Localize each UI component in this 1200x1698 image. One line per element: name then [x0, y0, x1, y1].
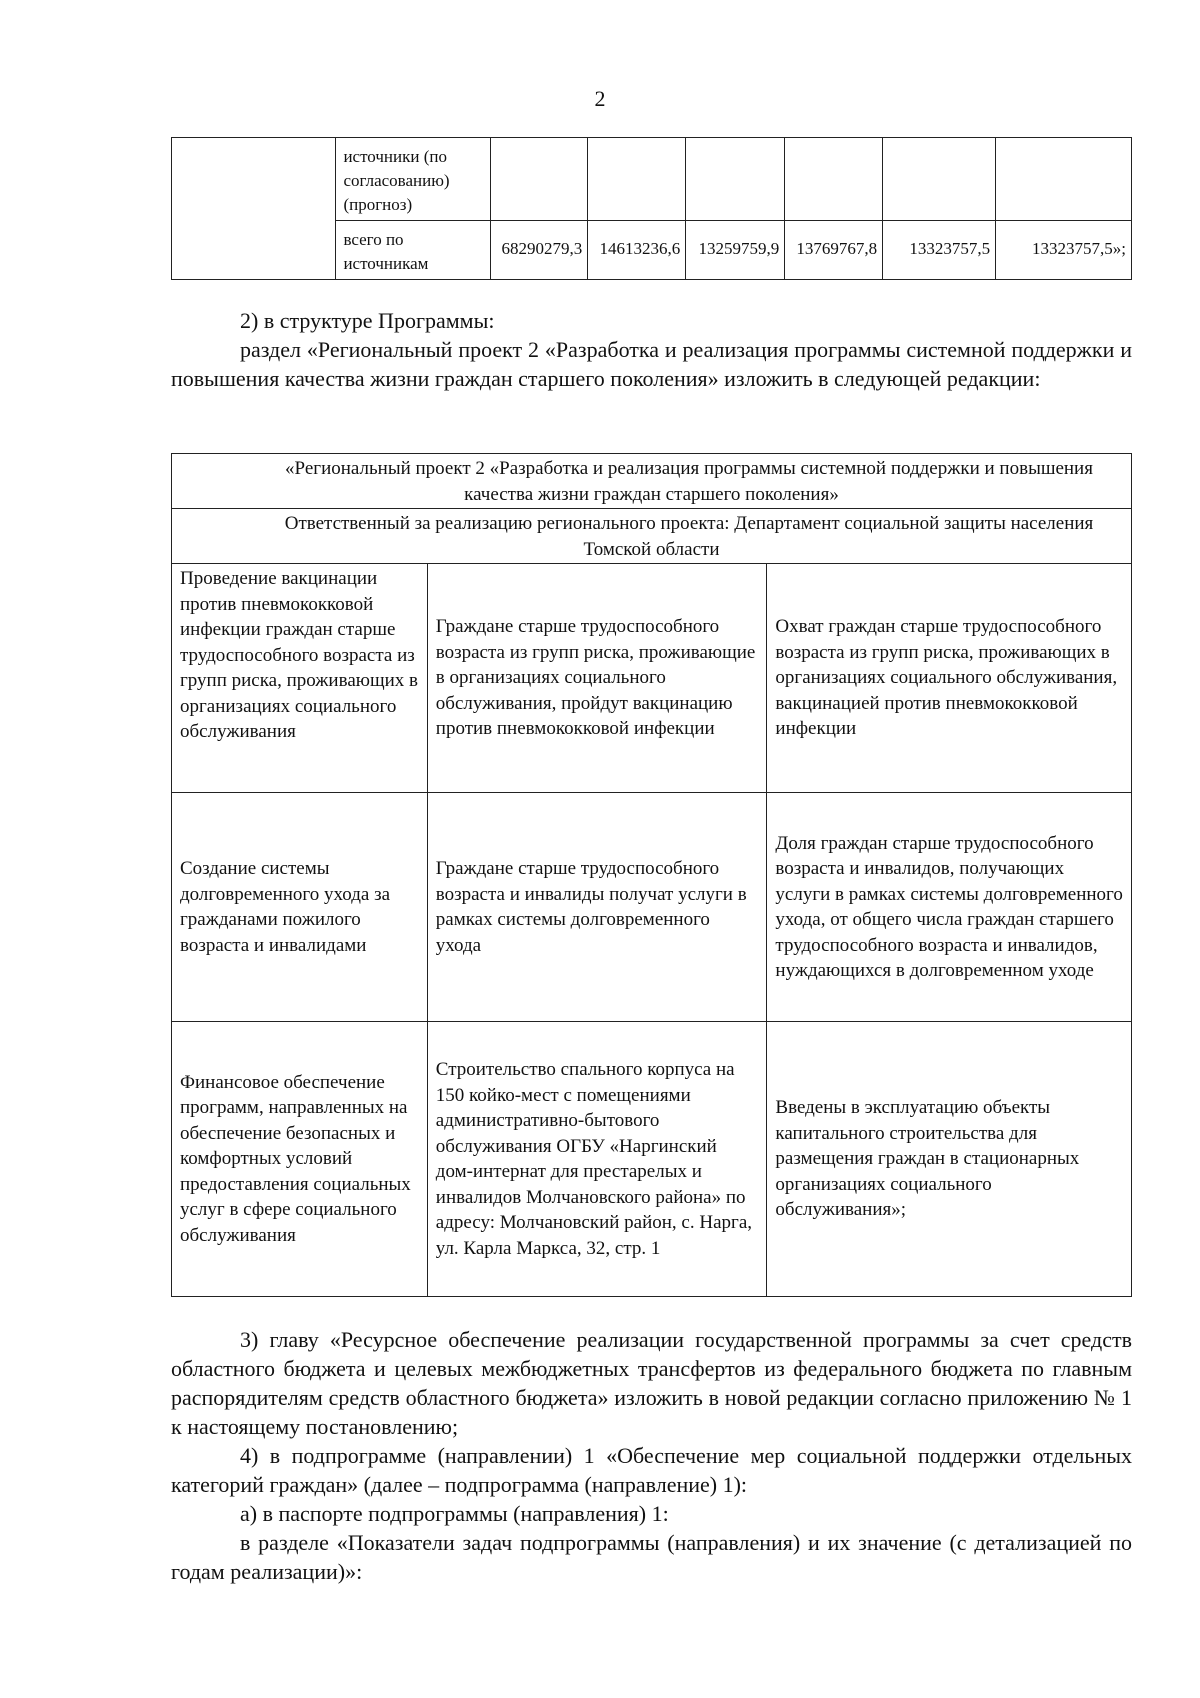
paragraph-3: 3) главу «Ресурсное обеспечение реализации государственной программы за счет средств областного бюджета и целевых межбюджетных трансфертов из федерального бюджета по главным распорядителям средств областного бюджета» изложить в новой редакции согласно приложению № 1 к настоящему постановлению; — [171, 1327, 1132, 1439]
indicator-cell: Охват граждан старше трудоспособного возраста из групп риска, проживающих в организациях социального обслуживания, вакцинацией против пневмококковой инфекции — [767, 564, 1132, 793]
indicator-cell: Введены в эксплуатацию объекты капитального строительства для размещения граждан в стационарных организациях социального обслуживания»; — [767, 1022, 1132, 1297]
table-row — [172, 509, 1132, 564]
paragraph-4b: в разделе «Показатели задач подпрограммы (направления) и их значение (с детализацией по годам реализации)»: — [171, 1530, 1132, 1584]
indicator-cell: Доля граждан старше трудоспособного возраста и инвалидов, получающих услуги в рамках системы долговременного ухода, от общего числа граждан старшего трудоспособного возраста и инвалидов, нуждающихся в долговременном уходе — [767, 793, 1132, 1022]
result-cell: Граждане старше трудоспособного возраста из групп риска, проживающие в организациях социального обслуживания, пройдут вакцинацию против пневмококковой инфекции — [427, 564, 767, 793]
table-row — [172, 564, 1132, 793]
value-cell: 13323757,5»; — [996, 221, 1132, 280]
task-cell: Проведение вакцинации против пневмококковой инфекции граждан старше трудоспособного возраста из групп риска, проживающих в организациях социального обслуживания — [172, 564, 428, 793]
value-cell — [588, 138, 686, 221]
row-label: источники (по согласованию) (прогноз) — [336, 138, 491, 221]
paragraph-2-title: 2) в структуре Программы: — [240, 308, 495, 333]
table-row — [172, 454, 1132, 509]
result-cell: Граждане старше трудоспособного возраста и инвалиды получат услуги в рамках системы долговременного ухода — [427, 793, 767, 1022]
paragraph-4a: а) в паспорте подпрограммы (направления) 1: — [240, 1501, 669, 1526]
paragraph-4: 4) в подпрограмме (направлении) 1 «Обеспечение мер социальной поддержки отдельных категорий граждан» (далее – подпрограмма (направление) 1): — [171, 1443, 1132, 1497]
value-cell: 13259759,9 — [686, 221, 785, 280]
value-cell: 13769767,8 — [785, 221, 883, 280]
responsible-cell — [172, 509, 1132, 564]
finance-table — [171, 137, 1132, 280]
table-row — [172, 793, 1132, 1022]
value-cell — [883, 138, 996, 221]
project-title-cell — [172, 454, 1132, 509]
value-cell: 13323757,5 — [883, 221, 996, 280]
value-cell — [785, 138, 883, 221]
regional-project-table — [171, 453, 1132, 1297]
table-row — [172, 1022, 1132, 1297]
page-number: 2 — [594, 86, 606, 111]
paragraph-2-text: раздел «Региональный проект 2 «Разработка и реализация программы системной поддержки и повышения качества жизни граждан старшего поколения» изложить в следующей редакции: — [171, 337, 1132, 391]
responsible-text: Ответственный за реализацию регионального проекта: Департамент социальной защиты населения Томской области — [284, 513, 1094, 560]
project-title: «Региональный проект 2 «Разработка и реализация программы системной поддержки и повышения качества жизни граждан старшего поколения» — [285, 458, 1093, 505]
table-row — [172, 138, 1132, 221]
value-cell: 14613236,6 — [588, 221, 686, 280]
task-cell: Финансовое обеспечение программ, направленных на обеспечение безопасных и комфортных условий предоставления социальных услуг в сфере социального обслуживания — [172, 1022, 428, 1297]
row-label: всего по источникам — [336, 221, 491, 280]
value-cell — [686, 138, 785, 221]
task-cell: Создание системы долговременного ухода за гражданами пожилого возраста и инвалидами — [172, 793, 428, 1022]
value-cell — [491, 138, 588, 221]
result-cell: Строительство спального корпуса на 150 койко-мест с помещениями административно-бытового обслуживания ОГБУ «Наргинский дом-интернат для престарелых и инвалидов Молчановского района» по адресу: Молчановский район, с. Нарга, ул. Карла Маркса, 32, стр. 1 — [427, 1022, 767, 1297]
value-cell: 68290279,3 — [491, 221, 588, 280]
value-cell — [996, 138, 1132, 221]
empty-cell — [172, 138, 336, 280]
